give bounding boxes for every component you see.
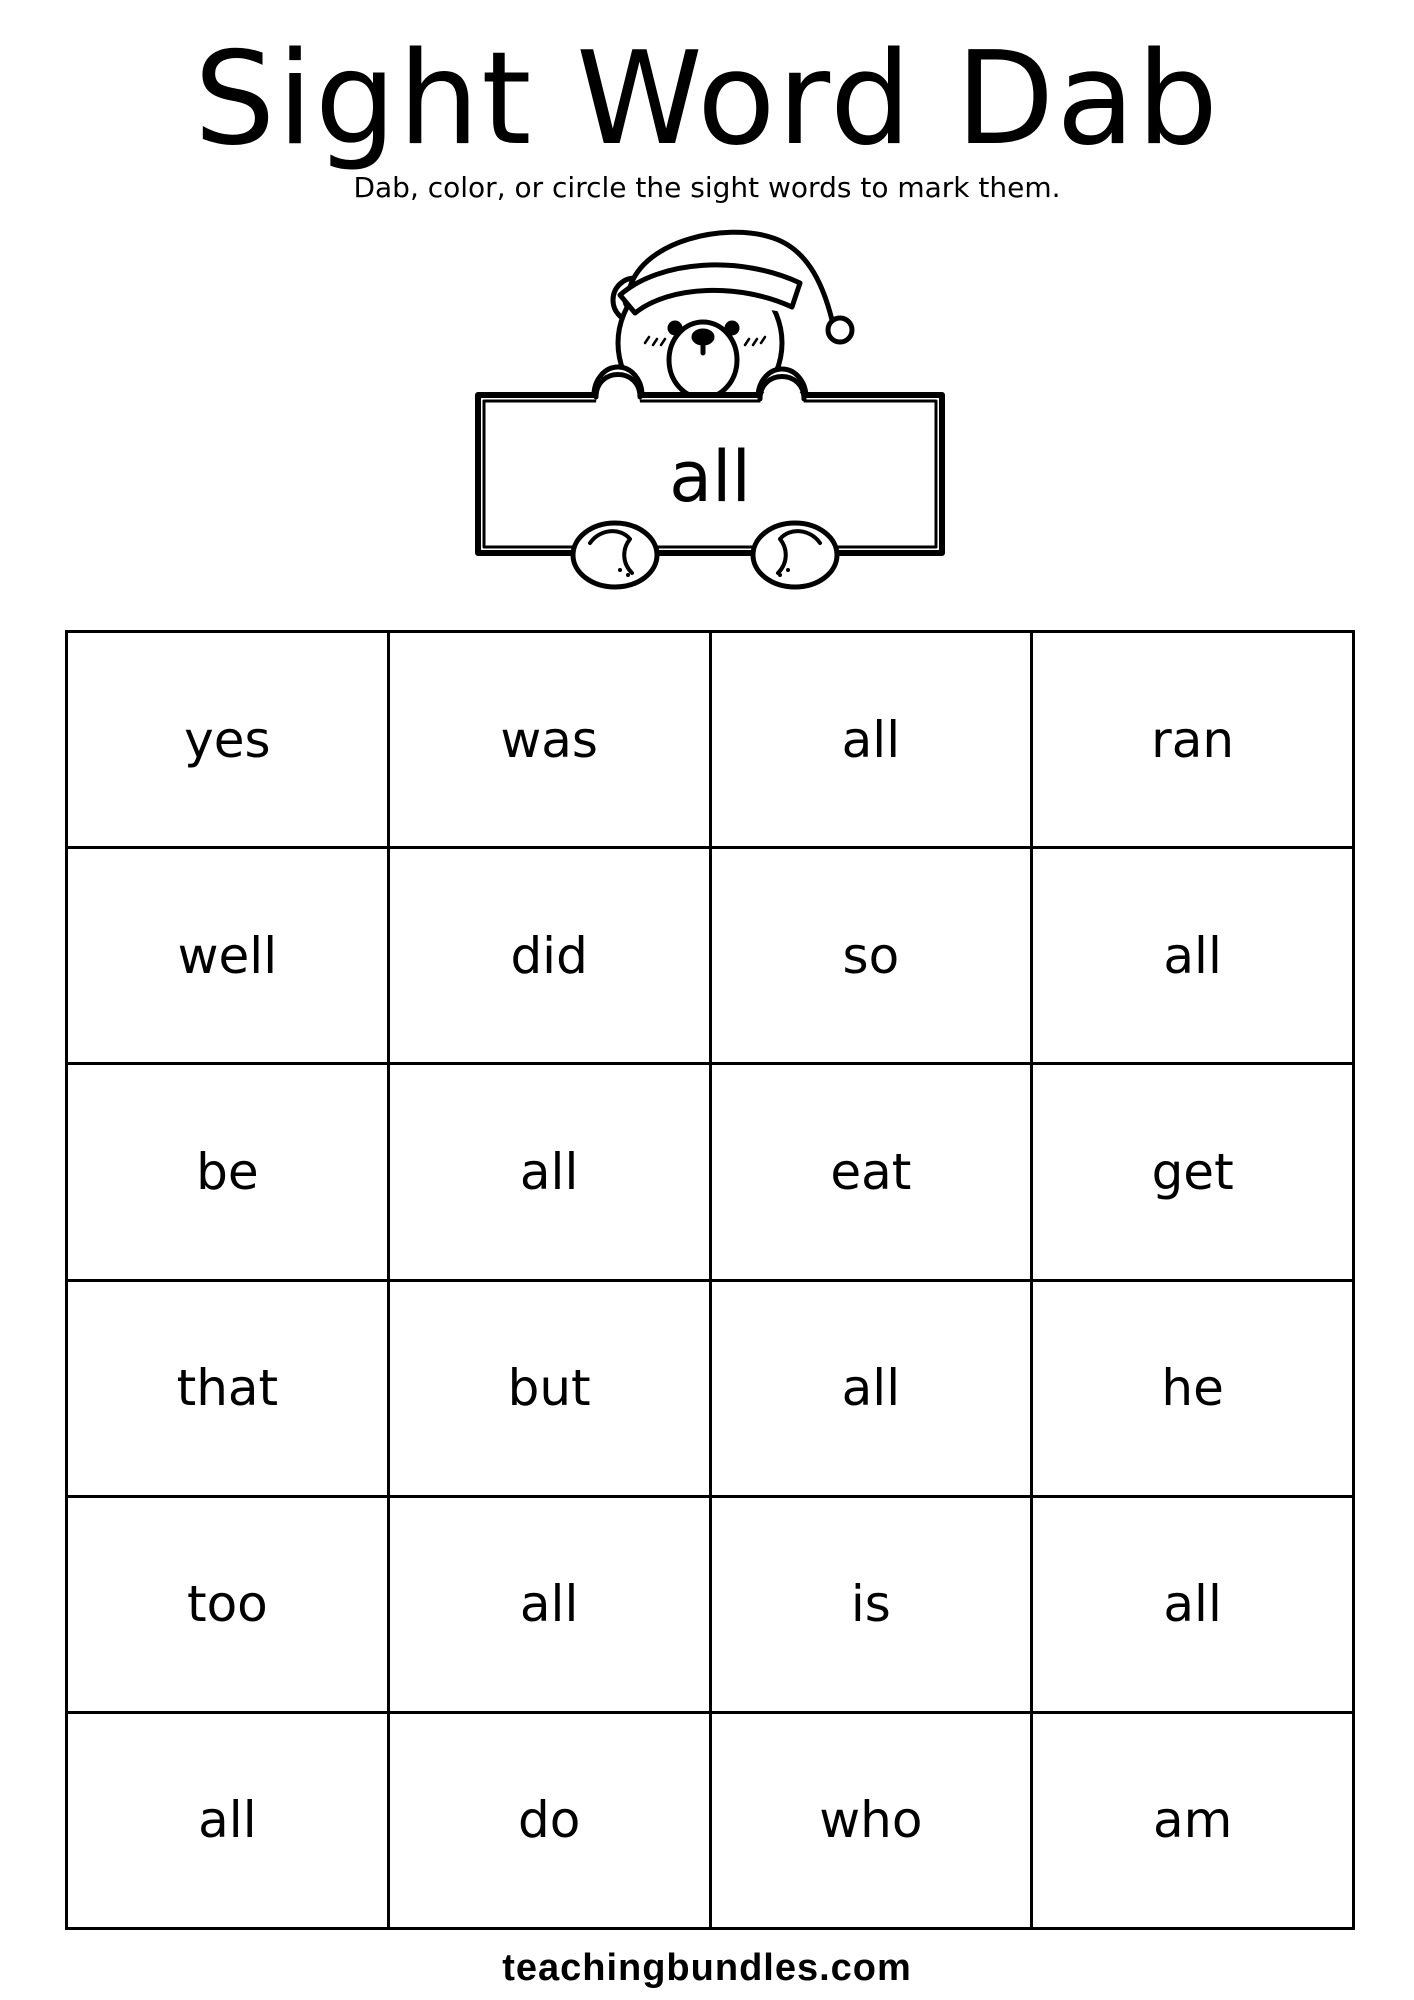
target-sight-word: all (669, 436, 751, 518)
word-cell[interactable]: all (1033, 849, 1355, 1065)
word-cell[interactable]: all (712, 633, 1034, 849)
word-cell[interactable]: who (712, 1714, 1034, 1930)
word-cell[interactable]: so (712, 849, 1034, 1065)
word-cell[interactable]: do (390, 1714, 712, 1930)
word-cell[interactable]: he (1033, 1282, 1355, 1498)
teddy-bear-santa-hat-icon (470, 225, 950, 600)
word-cell[interactable]: but (390, 1282, 712, 1498)
word-cell[interactable]: all (1033, 1498, 1355, 1714)
instructions-text: Dab, color, or circle the sight words to mark them. (353, 171, 1061, 204)
word-cell[interactable]: am (1033, 1714, 1355, 1930)
page-title: Sight Word Dab (194, 25, 1220, 174)
word-cell[interactable]: get (1033, 1065, 1355, 1281)
word-cell[interactable]: be (68, 1065, 390, 1281)
word-cell[interactable]: too (68, 1498, 390, 1714)
word-cell[interactable]: all (712, 1282, 1034, 1498)
word-grid (65, 630, 1355, 1930)
word-cell[interactable]: all (390, 1498, 712, 1714)
word-cell[interactable]: did (390, 849, 712, 1065)
word-cell[interactable]: that (68, 1282, 390, 1498)
word-cell[interactable]: was (390, 633, 712, 849)
word-cell[interactable]: all (68, 1714, 390, 1930)
word-cell[interactable]: is (712, 1498, 1034, 1714)
word-cell[interactable]: well (68, 849, 390, 1065)
word-cell[interactable]: all (390, 1065, 712, 1281)
word-cell[interactable]: eat (712, 1065, 1034, 1281)
word-cell[interactable]: ran (1033, 633, 1355, 849)
footer-website: teachingbundles.com (502, 1947, 912, 1989)
word-cell[interactable]: yes (68, 633, 390, 849)
